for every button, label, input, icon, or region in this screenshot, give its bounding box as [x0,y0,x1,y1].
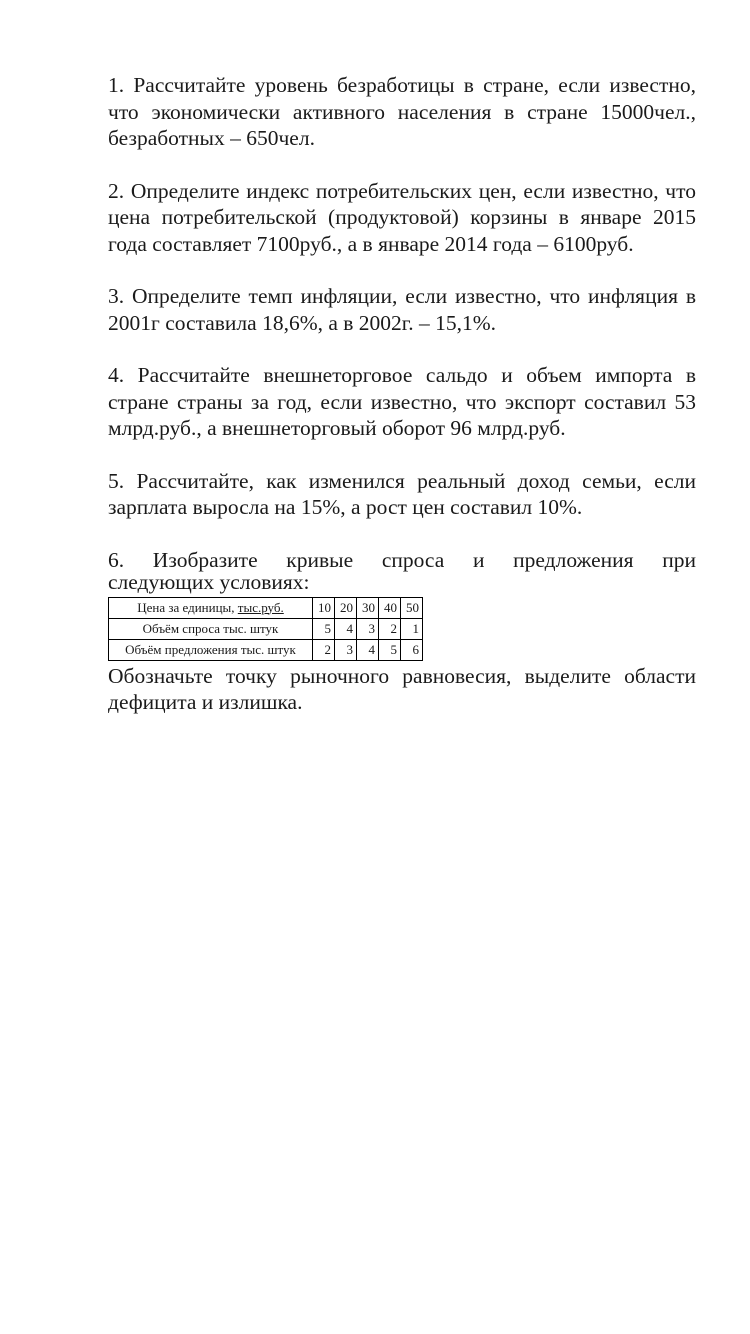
price-cell: 10 [313,597,335,618]
price-cell: 30 [357,597,379,618]
supply-demand-table [108,597,423,661]
supply-cell: 6 [401,639,423,660]
price-cell: 40 [379,597,401,618]
task-3: 3. Определите темп инфляции, если известно, что инфляция в 2001г составила 18,6%, а в 2002г. – 15,1%. [108,284,696,335]
task-6-heading-cont: следующих условиях: [108,570,310,594]
task-2: 2. Определите индекс потребительских цен, если известно, что цена потребительской (продуктовой) корзины в январе 2015 года составляет 7100руб., а в январе 2014 года – 6100руб. [108,178,696,256]
document-page [108,72,696,716]
task-6 [108,547,696,596]
price-label [109,597,313,618]
price-cell: 20 [335,597,357,618]
demand-row [109,618,423,639]
price-cell: 50 [401,597,423,618]
demand-cell: 4 [335,618,357,639]
supply-cell: 4 [357,639,379,660]
demand-cell: 1 [401,618,423,639]
price-row [109,597,423,618]
task-4: 4. Рассчитайте внешнеторговое сальдо и объем импорта в стране страны за год, если известно, что экспорт составил 53 млрд.руб., а внешнеторговый оборот 96 млрд.руб. [108,363,696,440]
demand-cell: 3 [357,618,379,639]
supply-cell: 5 [379,639,401,660]
supply-row [109,639,423,660]
task-5: 5. Рассчитайте, как изменился реальный доход семьи, если зарплата выросла на 15%, а рост цен составил 10%. [108,468,696,519]
demand-cell: 2 [379,618,401,639]
task-6-conclusion: Обозначьте точку рыночного равновесия, выделите области дефицита и излишка. [108,663,696,714]
demand-cell: 5 [313,618,335,639]
supply-label: Объём предложения тыс. штук [109,639,313,660]
supply-cell: 2 [313,639,335,660]
demand-label: Объём спроса тыс. штук [109,618,313,639]
price-label-text: Цена за единицы, [137,599,238,615]
supply-cell: 3 [335,639,357,660]
task-1: 1. Рассчитайте уровень безработицы в стране, если известно, что экономически активного населения в стране 15000чел., безработных – 650чел. [108,73,696,150]
price-label-unit: тыс.руб. [237,599,284,615]
task-6-heading: 6. Изобразите кривые спроса и предложения при [108,547,696,572]
